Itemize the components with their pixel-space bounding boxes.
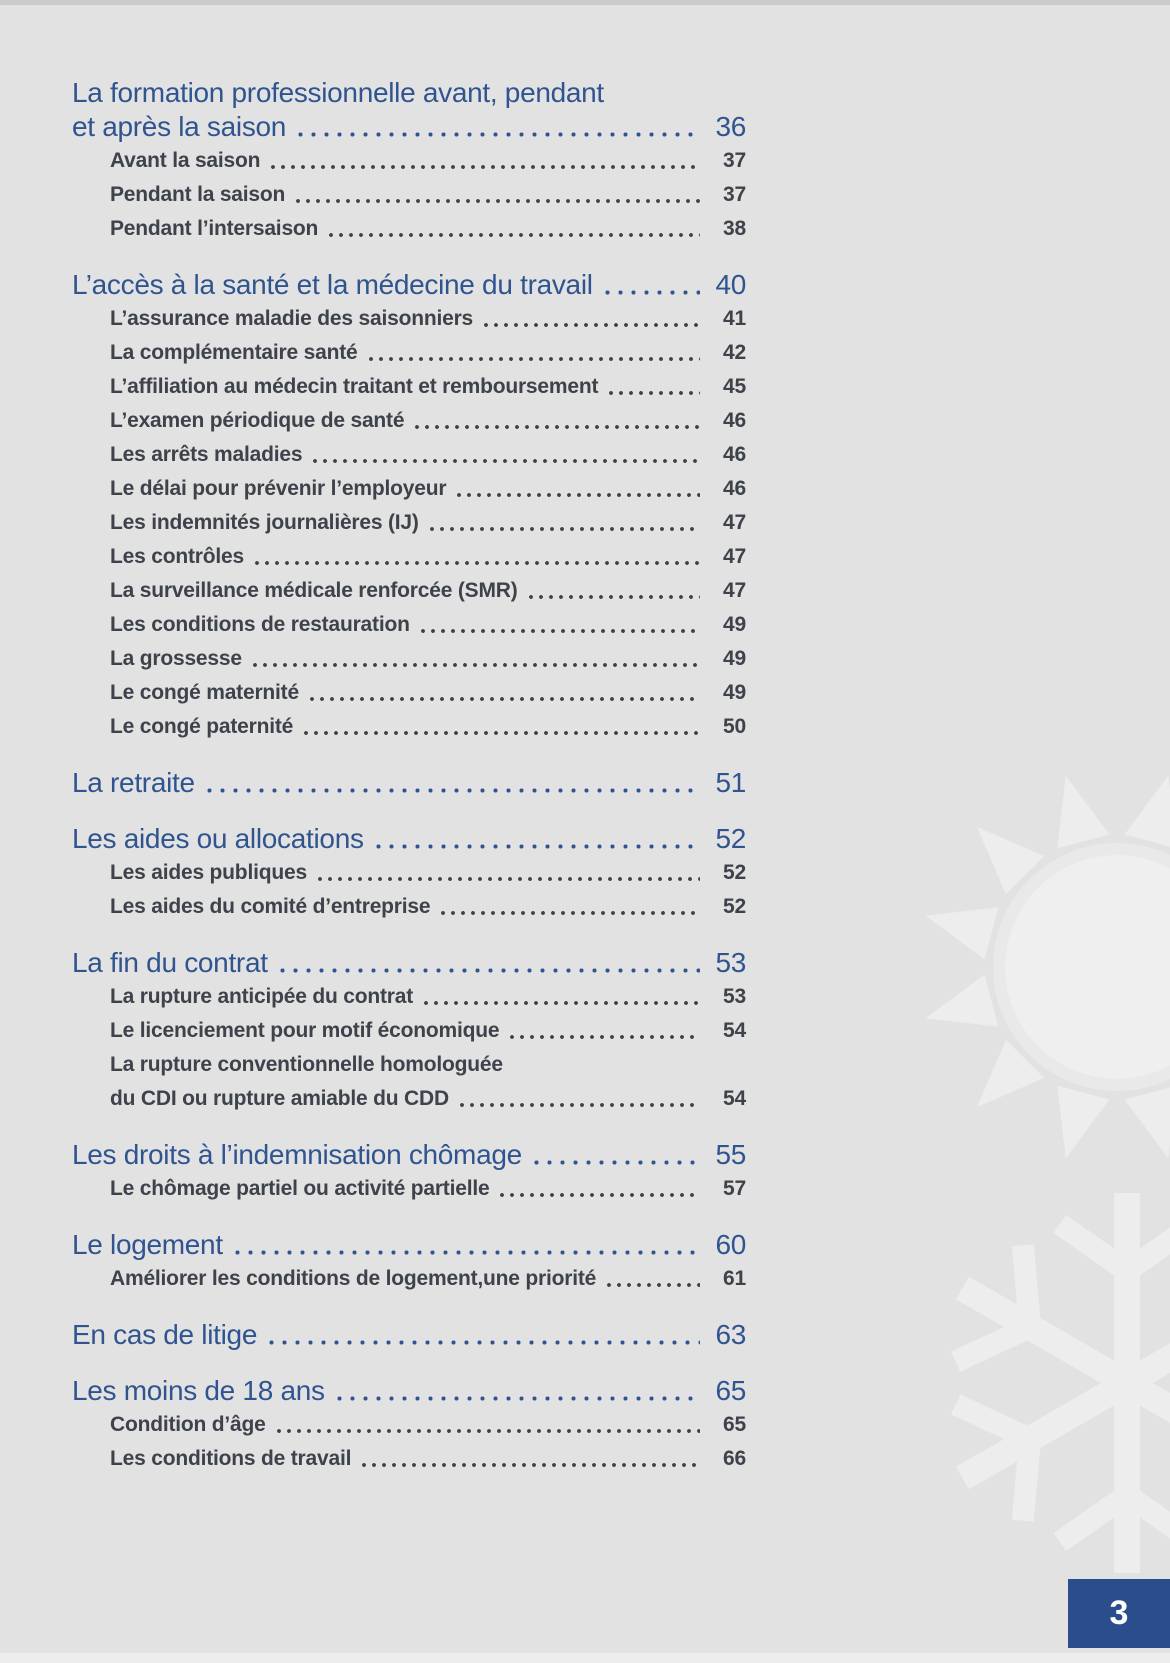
toc-item-label: Améliorer les conditions de logement,une priorité <box>110 1267 597 1290</box>
toc-item-label: La grossesse <box>110 647 242 670</box>
toc-heading-label: Les droits à l’indemnisation chômage <box>72 1139 522 1170</box>
toc-item-label: Les aides publiques <box>110 861 307 884</box>
toc-page-number: 37 <box>723 149 746 172</box>
toc-heading-label: L’accès à la santé et la médecine du travail <box>72 269 593 300</box>
footer-page-number-box <box>1068 1579 1170 1648</box>
toc-item-label: Le congé paternité <box>110 715 294 738</box>
toc-page-number: 61 <box>723 1267 746 1290</box>
toc-heading-row[interactable] <box>72 822 746 856</box>
toc-item-row[interactable] <box>72 980 746 1014</box>
toc-leader-dots <box>427 506 700 540</box>
toc-page-number: 45 <box>723 375 746 398</box>
toc-section <box>72 822 746 924</box>
toc-page-number: 36 <box>715 111 746 142</box>
toc-leader-dots <box>497 1172 700 1206</box>
toc-leader-dots <box>293 178 700 212</box>
toc-item-row[interactable] <box>72 472 746 506</box>
toc-heading-label: Les moins de 18 ans <box>72 1375 325 1406</box>
toc-section <box>72 268 746 744</box>
toc-page-number: 54 <box>723 1087 746 1110</box>
toc-item-label: La rupture anticipée du contrat <box>110 985 414 1008</box>
toc-page-number: 57 <box>723 1177 746 1200</box>
toc-item-label: Les contrôles <box>110 545 244 568</box>
toc-heading-label: La formation professionnelle avant, pendant <box>72 77 604 108</box>
toc-item-label: Le délai pour prévenir l’employeur <box>110 477 447 500</box>
toc-leader-dots <box>604 1262 700 1296</box>
toc-page-number: 65 <box>723 1413 746 1436</box>
toc-leader-dots <box>307 676 700 710</box>
toc-leader-dots <box>372 822 700 856</box>
page-bottom-edge <box>0 1653 1170 1663</box>
toc-leader-dots <box>359 1442 700 1476</box>
toc-page-number: 47 <box>723 545 746 568</box>
toc-leader-dots <box>315 856 700 890</box>
toc-item-label: Pendant l’intersaison <box>110 217 319 240</box>
toc-item-label: La surveillance médicale renforcée (SMR) <box>110 579 518 602</box>
toc-item-row[interactable] <box>72 642 746 676</box>
toc-item-label: Les conditions de travail <box>110 1447 352 1470</box>
toc-page-number: 53 <box>723 985 746 1008</box>
toc-item-label: Les arrêts maladies <box>110 443 303 466</box>
toc-leader-dots <box>333 1374 700 1408</box>
toc-leader-dots <box>481 302 700 336</box>
toc-heading-label: Le logement <box>72 1229 223 1260</box>
toc-item-row[interactable] <box>72 506 746 540</box>
toc-heading-row[interactable] <box>72 766 746 800</box>
toc-page-number: 46 <box>723 443 746 466</box>
toc-page-number: 38 <box>723 217 746 240</box>
toc-item-row[interactable] <box>72 212 746 246</box>
toc-heading-label: La retraite <box>72 767 195 798</box>
toc-item-row[interactable] <box>72 302 746 336</box>
toc-section <box>72 1374 746 1476</box>
toc-leader-dots <box>366 336 701 370</box>
toc-page-number: 52 <box>723 861 746 884</box>
toc-page-number: 46 <box>723 409 746 432</box>
toc-item-row[interactable] <box>72 1014 746 1048</box>
toc-leader-dots <box>418 608 700 642</box>
toc-item-label: Les indemnités journalières (IJ) <box>110 511 419 534</box>
toc-leader-dots <box>276 946 700 980</box>
toc-leader-dots <box>294 110 700 144</box>
toc-heading-row[interactable] <box>72 1228 746 1262</box>
toc-page-number: 54 <box>723 1019 746 1042</box>
toc-item-label: Les aides du comité d’entreprise <box>110 895 431 918</box>
toc-item-row[interactable] <box>72 608 746 642</box>
toc-heading-row[interactable] <box>72 1318 746 1352</box>
toc-section <box>72 1318 746 1352</box>
toc-item-label: L’affiliation au médecin traitant et remboursement <box>110 375 599 398</box>
sun-icon <box>912 762 1170 1172</box>
toc-page-number: 47 <box>723 579 746 602</box>
toc-item-row[interactable] <box>72 1262 746 1296</box>
toc-leader-dots <box>310 438 700 472</box>
toc-leader-dots <box>301 710 700 744</box>
toc-item-label: Pendant la saison <box>110 183 286 206</box>
toc-leader-dots <box>507 1014 700 1048</box>
toc-item-row[interactable] <box>72 540 746 574</box>
toc-heading-label: En cas de litige <box>72 1319 258 1350</box>
toc-leader-dots <box>454 472 700 506</box>
toc-leader-dots <box>231 1228 700 1262</box>
toc-item-row[interactable] <box>72 1082 746 1116</box>
toc-item-row[interactable] <box>72 856 746 890</box>
toc-leader-dots <box>274 1408 700 1442</box>
toc-heading-row[interactable] <box>72 76 746 110</box>
toc-item-label: L’assurance maladie des saisonniers <box>110 307 474 330</box>
toc-page-number: 66 <box>723 1447 746 1470</box>
toc-item-row[interactable] <box>72 676 746 710</box>
toc-leader-dots <box>526 574 701 608</box>
toc-item-label: L’examen périodique de santé <box>110 409 405 432</box>
toc-item-row[interactable] <box>72 438 746 472</box>
toc-page-number: 52 <box>715 823 746 854</box>
toc-page-number: 42 <box>723 341 746 364</box>
toc-section <box>72 766 746 800</box>
toc-heading-row[interactable] <box>72 1138 746 1172</box>
toc-item-row[interactable] <box>72 1048 746 1082</box>
toc-item-label: La complémentaire santé <box>110 341 358 364</box>
toc-section <box>72 76 746 246</box>
toc-leader-dots <box>268 144 700 178</box>
toc-item-label: Les conditions de restauration <box>110 613 410 636</box>
toc-item-row[interactable] <box>72 890 746 924</box>
toc-page-number: 41 <box>723 307 746 330</box>
toc-item-label: Le chômage partiel ou activité partielle <box>110 1177 490 1200</box>
toc-heading-row[interactable] <box>72 946 746 980</box>
toc-leader-dots <box>412 404 700 438</box>
toc-leader-dots <box>326 212 700 246</box>
toc-leader-dots <box>421 980 700 1014</box>
toc-page-number: 51 <box>715 767 746 798</box>
toc-item-row[interactable] <box>72 1442 746 1476</box>
toc-page-number: 52 <box>723 895 746 918</box>
toc-item-row[interactable] <box>72 178 746 212</box>
toc-leader-dots <box>457 1082 700 1116</box>
footer-page-number: 3 <box>1109 1594 1129 1632</box>
toc-item-label: La rupture conventionnelle homologuée <box>110 1053 503 1076</box>
toc-heading-row[interactable] <box>72 1374 746 1408</box>
toc-page-number: 37 <box>723 183 746 206</box>
toc-section <box>72 1138 746 1206</box>
toc-page-number: 47 <box>723 511 746 534</box>
toc-page-number: 50 <box>723 715 746 738</box>
toc-page-number: 49 <box>723 647 746 670</box>
toc-heading-label: et après la saison <box>72 111 287 142</box>
toc-item-row[interactable] <box>72 336 746 370</box>
toc-leader-dots <box>530 1138 700 1172</box>
toc-heading-label: Les aides ou allocations <box>72 823 364 854</box>
toc-page-number: 63 <box>715 1319 746 1350</box>
toc-heading-row[interactable] <box>72 110 746 144</box>
snowflake-icon <box>937 1183 1170 1583</box>
toc-item-row[interactable] <box>72 404 746 438</box>
toc-leader-dots <box>601 268 700 302</box>
page-top-edge <box>0 0 1170 5</box>
toc-leader-dots <box>438 890 700 924</box>
toc-page-number: 49 <box>723 681 746 704</box>
toc-item-label: du CDI ou rupture amiable du CDD <box>110 1087 449 1110</box>
toc-item-row[interactable] <box>72 144 746 178</box>
toc-leader-dots <box>252 540 700 574</box>
toc-page-number: 53 <box>715 947 746 978</box>
toc-item-row[interactable] <box>72 710 746 744</box>
toc-leader-dots <box>265 1318 700 1352</box>
toc-item-label: Avant la saison <box>110 149 261 172</box>
toc-page-number: 55 <box>715 1139 746 1170</box>
toc-page-number: 65 <box>715 1375 746 1406</box>
toc-heading-row[interactable] <box>72 268 746 302</box>
toc-page-number: 49 <box>723 613 746 636</box>
toc-item-label: Le licenciement pour motif économique <box>110 1019 500 1042</box>
toc-page-number: 60 <box>715 1229 746 1260</box>
toc-item-row[interactable] <box>72 1172 746 1206</box>
toc-leader-dots <box>203 766 700 800</box>
toc-section <box>72 1228 746 1296</box>
toc-section <box>72 946 746 1116</box>
toc-heading-label: La fin du contrat <box>72 947 268 978</box>
toc-page-number: 46 <box>723 477 746 500</box>
toc-item-row[interactable] <box>72 370 746 404</box>
toc-item-label: Condition d’âge <box>110 1413 266 1436</box>
toc-page-number: 40 <box>715 269 746 300</box>
toc <box>72 76 746 1476</box>
toc-leader-dots <box>606 370 700 404</box>
toc-item-label: Le congé maternité <box>110 681 299 704</box>
toc-item-row[interactable] <box>72 1408 746 1442</box>
toc-item-row[interactable] <box>72 574 746 608</box>
toc-leader-dots <box>250 642 700 676</box>
